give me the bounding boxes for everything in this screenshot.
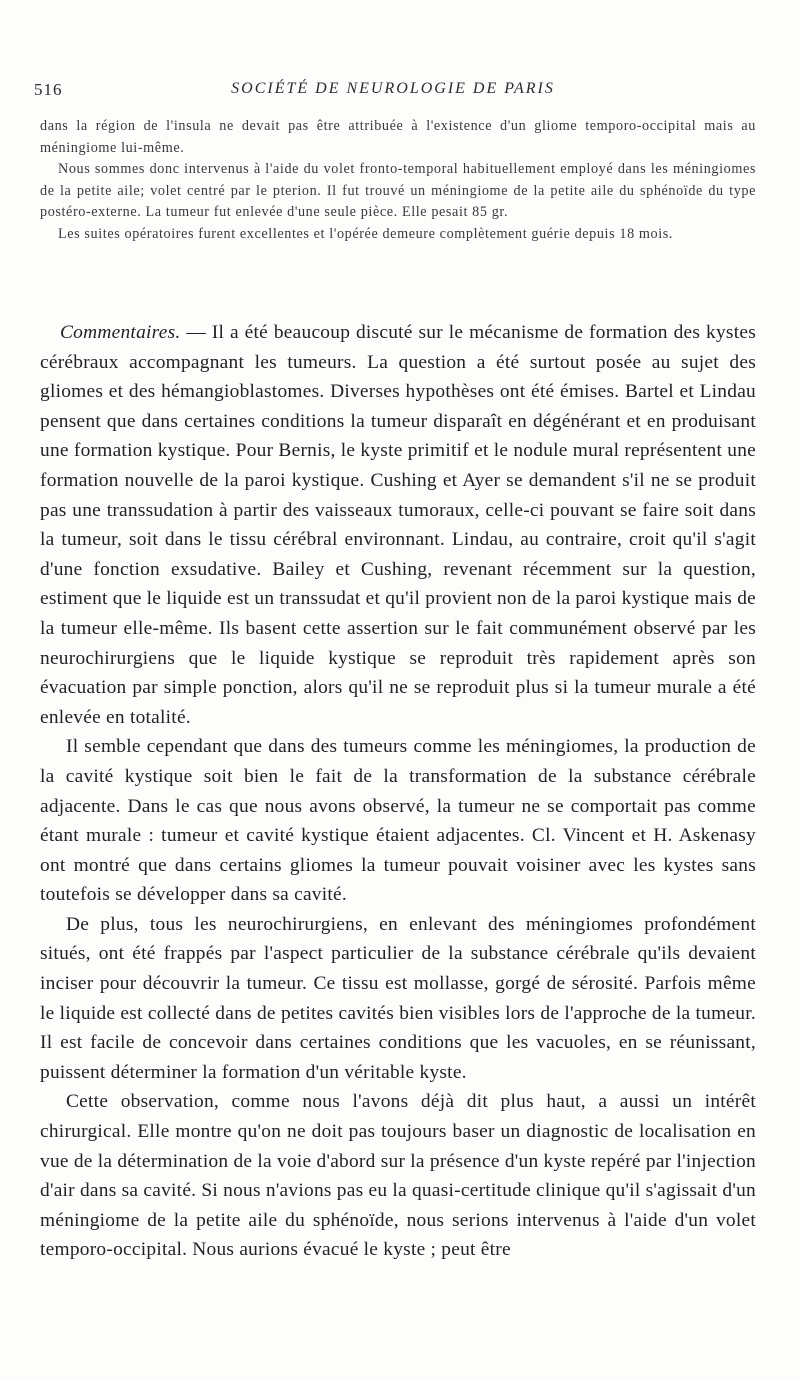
paragraph: dans la région de l'insula ne devait pas être attribuée à l'existence d'un gliome temporo-occipital mais au méningiome lui-même.	[40, 118, 756, 156]
paragraph: De plus, tous les neurochirurgiens, en enlevant des méningiomes profondément situés, ont été frappés par l'aspect particulier de la substance cérébrale qu'ils devaient inciser pour découvrir la tumeur. Ce tissu est mollasse, gorgé de sérosité. Parfois même le liquide est collecté dans de petites cavités bien visibles lors de l'approche de la tumeur. Il est facile de concevoir dans certaines conditions que les vacuoles, en se réunissant, puissent déterminer la formation d'un véritable kyste.	[40, 913, 756, 1083]
commentary-text: — Il a été beaucoup discuté sur le mécanisme de formation des kystes cérébraux accompagnant les tumeurs. La question a été surtout posée au sujet des gliomes et des hémangioblastomes. Diverses hypothèses ont été émises. Bartel et Lindau pensent que dans certaines conditions la tumeur disparaît en dégénérant et en produisant une formation kystique. Pour Bernis, le kyste primitif et le nodule mural représentent une formation nouvelle de la paroi kystique. Cushing et Ayer se demandent s'il ne se produit pas une transsudation à partir des vaisseaux tumoraux, celle-ci pouvant se faire soit dans la tumeur, soit dans le tissu cérébral environnant. Lindau, au contraire, croit qu'il s'agit d'une fonction exsudative. Bailey et Cushing, revenant récemment sur la question, estiment que le liquide est un transsudat et qu'il provient non de la paroi kystique mais de la tumeur elle-même. Ils basent cette assertion sur le fait communément observé par les neurochirurgiens que le liquide kystique se reproduit très rapidement après son évacuation par simple ponction, alors qu'il ne se reproduit plus si la tumeur murale a été enlevée en totalité.	[40, 322, 756, 728]
case-report-text	[40, 116, 756, 246]
commentary-lead: Commentaires.	[60, 322, 181, 343]
paragraph: Les suites opératoires furent excellentes et l'opérée demeure complètement guérie depuis 18 mois.	[58, 225, 674, 242]
running-title: SOCIÉTÉ DE NEUROLOGIE DE PARIS	[231, 80, 555, 97]
paragraph	[40, 318, 756, 732]
commentary-section	[40, 318, 756, 1265]
paragraph: Nous sommes donc intervenus à l'aide du volet fronto-temporal habituellement employé dans les méningiomes de la petite aile; volet centré par le pterion. Il fut trouvé un méningiome de la petite aile du sphénoïde du type postéro-externe. La tumeur fut enlevée d'une seule pièce. Elle pesait 85 gr.	[40, 161, 756, 221]
paragraph: Il semble cependant que dans des tumeurs comme les méningiomes, la production de la cavité kystique soit bien le fait de la transformation de la substance cérébrale adjacente. Dans le cas que nous avons observé, la tumeur ne se comportait pas comme étant murale : tumeur et cavité kystique étaient adjacentes. Cl. Vincent et H. Askenasy ont montré que dans certains gliomes la tumeur pouvait voisiner avec les kystes sans toutefois se développer dans sa cavité.	[40, 736, 756, 906]
page-number: 516	[34, 80, 63, 99]
paragraph: Cette observation, comme nous l'avons déjà dit plus haut, a aussi un intérêt chirurgical. Elle montre qu'on ne doit pas toujours baser un diagnostic de localisation en vue de la détermination de la voie d'abord sur la présence d'un kyste repéré par l'injection d'air dans sa cavité. Si nous n'avions pas eu la quasi-certitude clinique qu'il s'agissait d'un méningiome de la petite aile du sphénoïde, nous serions intervenus à l'aide d'un volet temporo-occipital. Nous aurions évacué le kyste ; peut être	[40, 1091, 756, 1261]
page-header	[34, 80, 752, 106]
